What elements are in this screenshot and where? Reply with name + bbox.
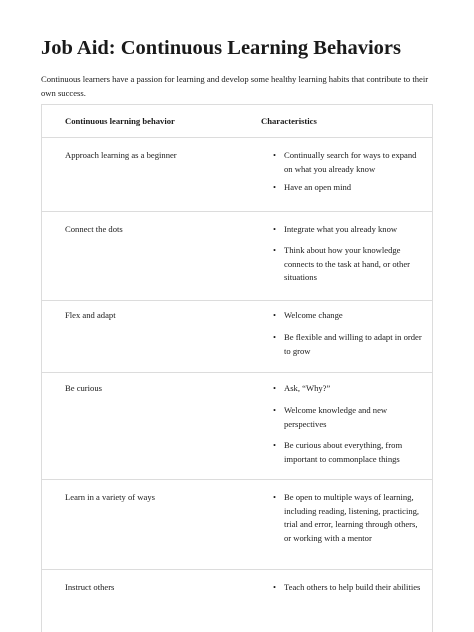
characteristic-item: • Think about how your knowledge connects to the task at hand, or other situations xyxy=(273,244,423,285)
divider xyxy=(42,137,432,138)
header-behavior: Continuous learning behavior xyxy=(65,116,175,126)
characteristic-item: • Be open to multiple ways of learning, including reading, listening, practicing, trial and error, learning through others, or working with a mentor xyxy=(273,491,423,545)
characteristic-item: • Ask, “Why?” xyxy=(273,382,423,396)
row-behavior: Be curious xyxy=(65,383,102,393)
divider xyxy=(42,300,432,301)
characteristic-item: • Be flexible and willing to adapt in order to grow xyxy=(273,331,423,358)
characteristic-item: • Continually search for ways to expand on what you already know xyxy=(273,149,423,176)
characteristic-item: • Have an open mind xyxy=(273,181,423,195)
row-behavior: Connect the dots xyxy=(65,224,123,234)
divider xyxy=(42,211,432,212)
page-title: Job Aid: Continuous Learning Behaviors xyxy=(41,37,401,59)
header-characteristics: Characteristics xyxy=(261,116,317,126)
row-behavior: Approach learning as a beginner xyxy=(65,150,177,160)
behaviors-table xyxy=(41,104,433,632)
characteristic-item: • Welcome change xyxy=(273,309,423,323)
characteristic-item: • Integrate what you already know xyxy=(273,223,423,237)
divider xyxy=(42,569,432,570)
divider xyxy=(42,372,432,373)
characteristic-item: • Be curious about everything, from important to commonplace things xyxy=(273,439,423,466)
row-behavior: Instruct others xyxy=(65,582,115,592)
row-behavior: Learn in a variety of ways xyxy=(65,492,155,502)
characteristic-item: • Teach others to help build their abilities xyxy=(273,581,423,595)
divider xyxy=(42,479,432,480)
characteristic-item: • Welcome knowledge and new perspectives xyxy=(273,404,423,431)
row-behavior: Flex and adapt xyxy=(65,310,116,320)
intro-paragraph: Continuous learners have a passion for learning and develop some healthy learning habits that contribute to their own success. xyxy=(41,74,429,98)
